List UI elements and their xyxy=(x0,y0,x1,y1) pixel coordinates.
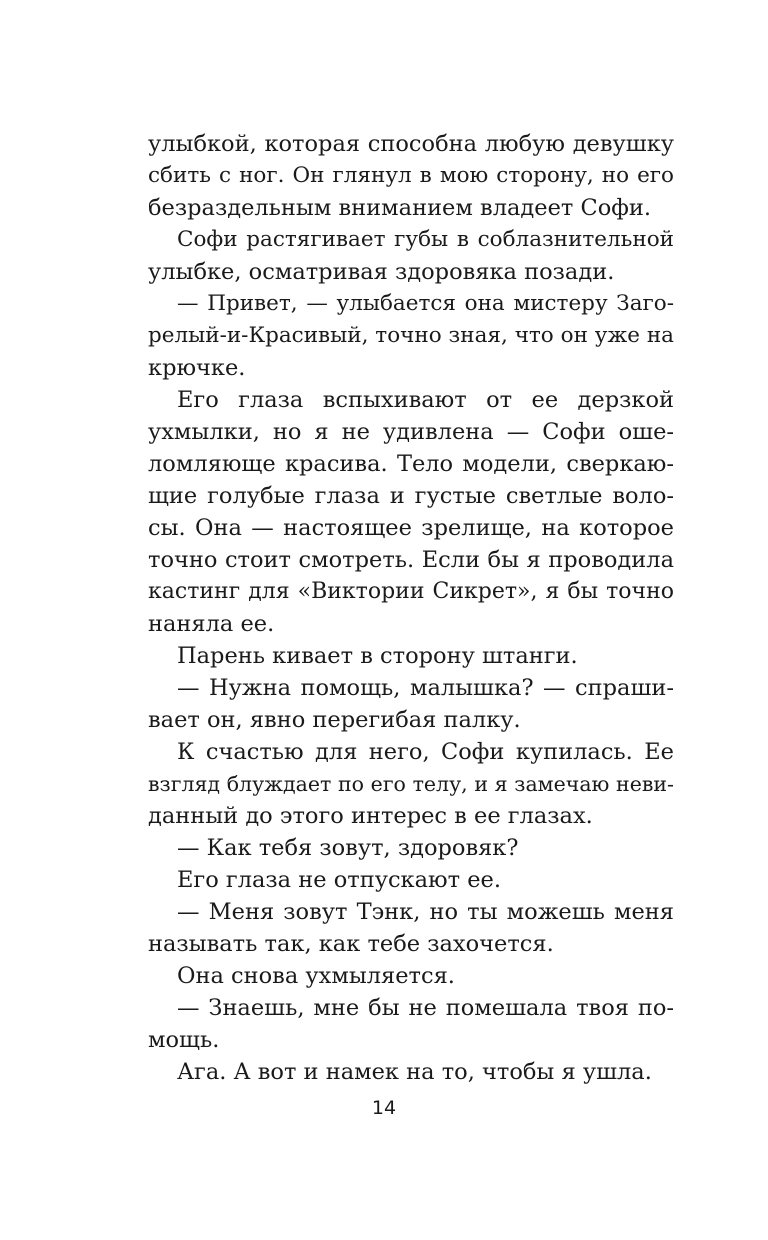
text-line: К счастью для него, Софи купилась. Ее xyxy=(177,739,674,765)
text-line: ломляюще красива. Тело модели, сверкаю- xyxy=(148,451,674,477)
text-line: наняла ее. xyxy=(148,611,275,637)
text-line: релый-и-Красивый, точно зная, что он уже на xyxy=(148,323,674,348)
text-line: называть так, как тебе захочется. xyxy=(148,931,554,957)
text-line: Его глаза вспыхивают от ее дерзкой xyxy=(177,387,674,413)
text-line: — Как тебя зовут, здоровяк? xyxy=(177,835,519,861)
text-line: Софи растягивает губы в соблазнительной xyxy=(177,227,674,252)
paragraph xyxy=(148,640,674,672)
page-number: 14 xyxy=(371,1097,397,1119)
text-line: Парень кивает в сторону штанги. xyxy=(177,643,578,669)
paragraph xyxy=(148,960,674,992)
book-page-text xyxy=(148,128,674,1088)
text-line: крючке. xyxy=(148,355,246,381)
text-line: — Меня зовут Тэнк, но ты можешь меня xyxy=(177,899,674,925)
text-line: сбить с ног. Он глянул в мою сторону, но его xyxy=(148,163,674,188)
paragraph xyxy=(148,992,674,1056)
text-line: — Привет, — улыбается она мистеру Заго- xyxy=(177,291,674,316)
text-line: ухмылки, но я не удивлена — Софи оше- xyxy=(148,419,674,445)
text-line: улыбке, осматривая здоровяка позади. xyxy=(148,259,615,285)
text-line: улыбкой, которая способна любую девушку xyxy=(148,131,674,157)
paragraph xyxy=(148,864,674,896)
text-line: безраздельным вниманием владеет Софи. xyxy=(148,195,652,221)
text-line: — Нужна помощь, малышка? — спраши- xyxy=(177,675,674,701)
paragraph xyxy=(148,288,674,384)
text-line: данный до этого интерес в ее глазах. xyxy=(148,803,593,829)
text-line: кастинг для «Виктории Сикрет», я бы точно xyxy=(148,579,674,604)
text-line: точно стоит смотреть. Если бы я проводила xyxy=(148,547,674,573)
text-line: сы. Она — настоящее зрелище, на которое xyxy=(148,515,674,541)
paragraph xyxy=(148,896,674,960)
text-line: вает он, явно перегибая палку. xyxy=(148,707,521,733)
paragraph xyxy=(148,384,674,640)
paragraph xyxy=(148,832,674,864)
text-line: мощь. xyxy=(148,1027,220,1053)
text-line: щие голубые глаза и густые светлые воло- xyxy=(148,483,674,509)
paragraph xyxy=(148,736,674,832)
paragraph xyxy=(148,128,674,224)
paragraph xyxy=(148,224,674,288)
text-line: Его глаза не отпускают ее. xyxy=(177,867,501,893)
text-line: — Знаешь, мне бы не помешала твоя по- xyxy=(177,995,674,1021)
text-line: Ага. А вот и намек на то, чтобы я ушла. xyxy=(177,1059,652,1085)
paragraph xyxy=(148,672,674,736)
text-line: Она снова ухмыляется. xyxy=(177,963,455,989)
text-line: взгляд блуждает по его телу, и я замечаю неви- xyxy=(148,772,674,796)
paragraph xyxy=(148,1056,674,1088)
